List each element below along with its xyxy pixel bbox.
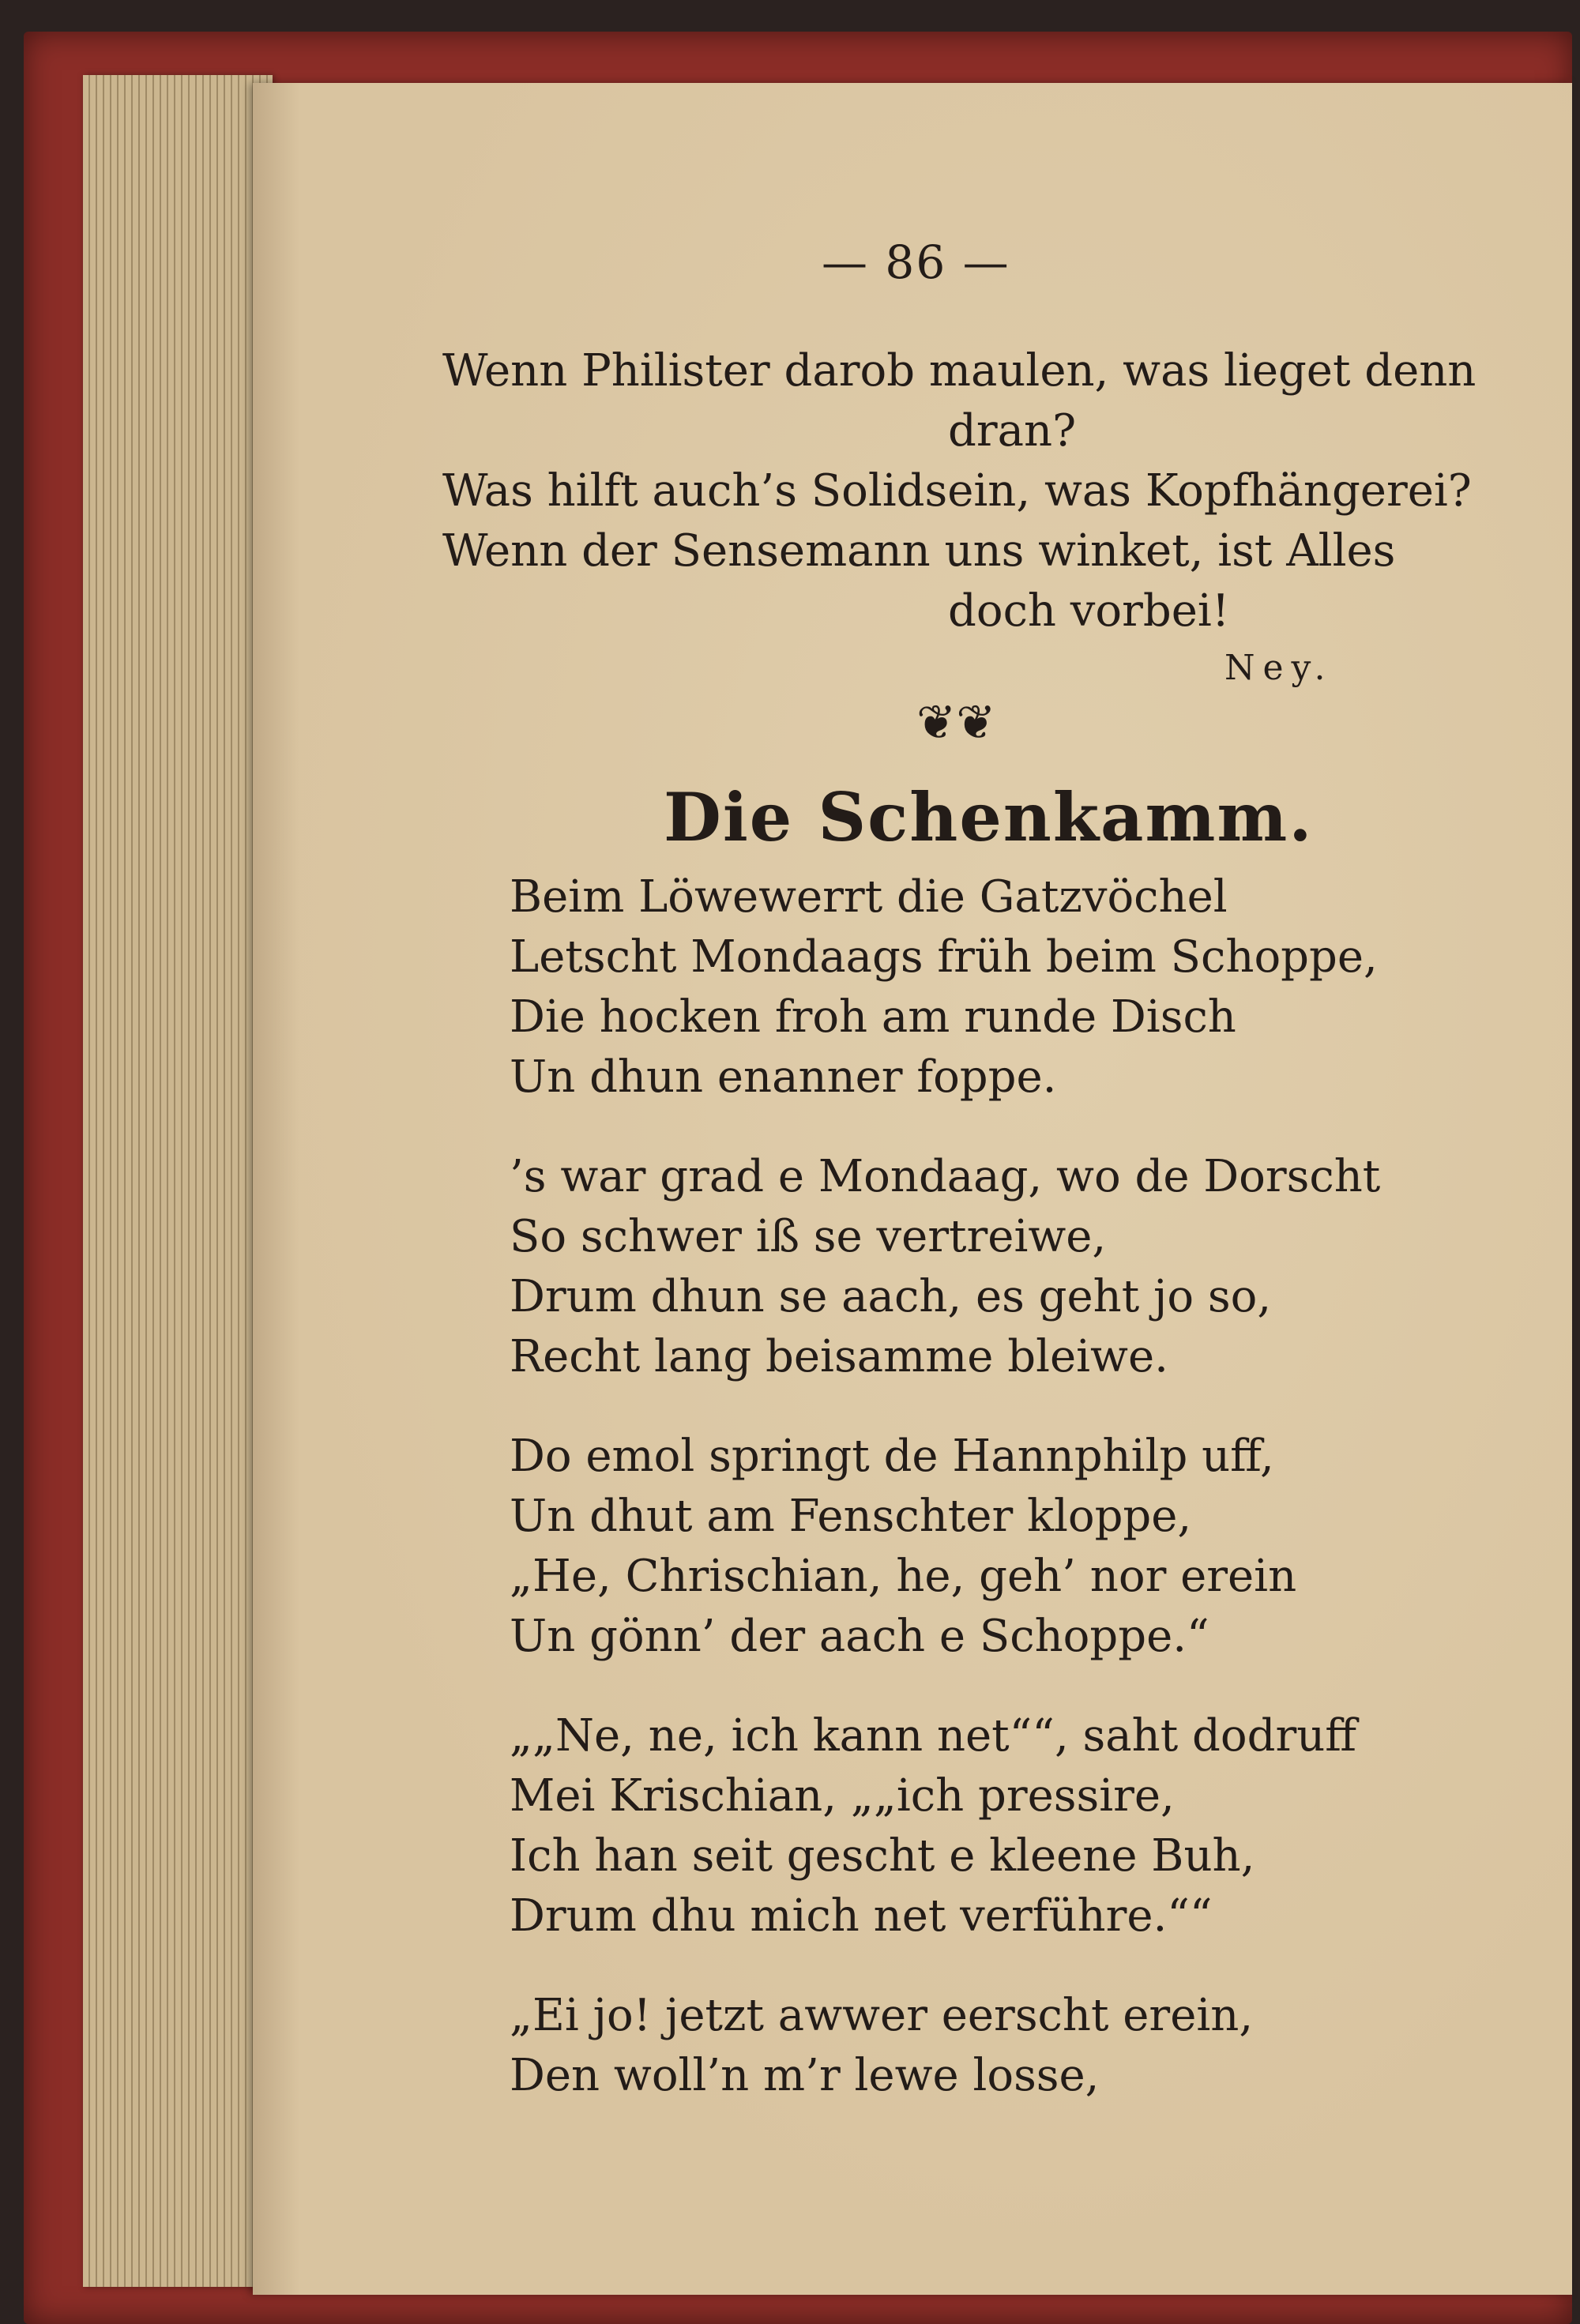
poem-line: Do emol springt de Hannphilp uff, (510, 1431, 1274, 1482)
poem-line: Drum dhun se aach, es geht jo so, (510, 1271, 1272, 1322)
page-number: — 86 — (822, 235, 1010, 289)
poem-line: Den woll’n m’r lewe losse, (510, 2050, 1100, 2101)
previous-poem-line: doch vorbei! (948, 585, 1230, 637)
poem-line: Ich han seit gescht e kleene Buh, (510, 1830, 1255, 1882)
poem-line: Die hocken froh am runde Disch (510, 991, 1236, 1043)
poem-line: Recht lang beisamme bleiwe. (510, 1331, 1168, 1382)
poem-line: „He, Chrischian, he, geh’ nor erein (510, 1551, 1297, 1602)
poem-line: „„Ne, ne, ich kann net““, saht dodruff (510, 1710, 1357, 1762)
previous-poem-line: dran? (948, 405, 1077, 457)
poem-line: Un dhun enanner foppe. (510, 1051, 1057, 1103)
poem-line: Drum dhu mich net verführe.““ (510, 1890, 1213, 1942)
poem-title: Die Schenkamm. (664, 778, 1314, 856)
previous-poem-line: Was hilft auch’s Solidsein, was Kopfhängerei? (442, 465, 1472, 517)
poem-line: Un gönn’ der aach e Schoppe.“ (510, 1611, 1209, 1662)
previous-poem-author: Ney. (1224, 648, 1334, 688)
poem-line: So schwer iß se vertreiwe, (510, 1211, 1107, 1262)
poem-line: Beim Löwewerrt die Gatzvöchel (510, 871, 1228, 923)
ornament-icon: ❦❦ (916, 695, 996, 750)
poem-line: Mei Krischian, „„ich pressire, (510, 1770, 1175, 1822)
poem-line: Un dhut am Fenschter kloppe, (510, 1491, 1192, 1542)
poem-line: „Ei jo! jetzt awwer eerscht erein, (510, 1990, 1254, 2041)
poem-line: Letscht Mondaags früh beim Schoppe, (510, 931, 1378, 983)
page-edges (83, 75, 273, 2287)
previous-poem-line: Wenn der Sensemann uns winket, ist Alles (442, 525, 1396, 577)
previous-poem-line: Wenn Philister darob maulen, was lieget denn (442, 345, 1477, 397)
poem-line: ’s war grad e Mondaag, wo de Dorscht (510, 1151, 1381, 1202)
